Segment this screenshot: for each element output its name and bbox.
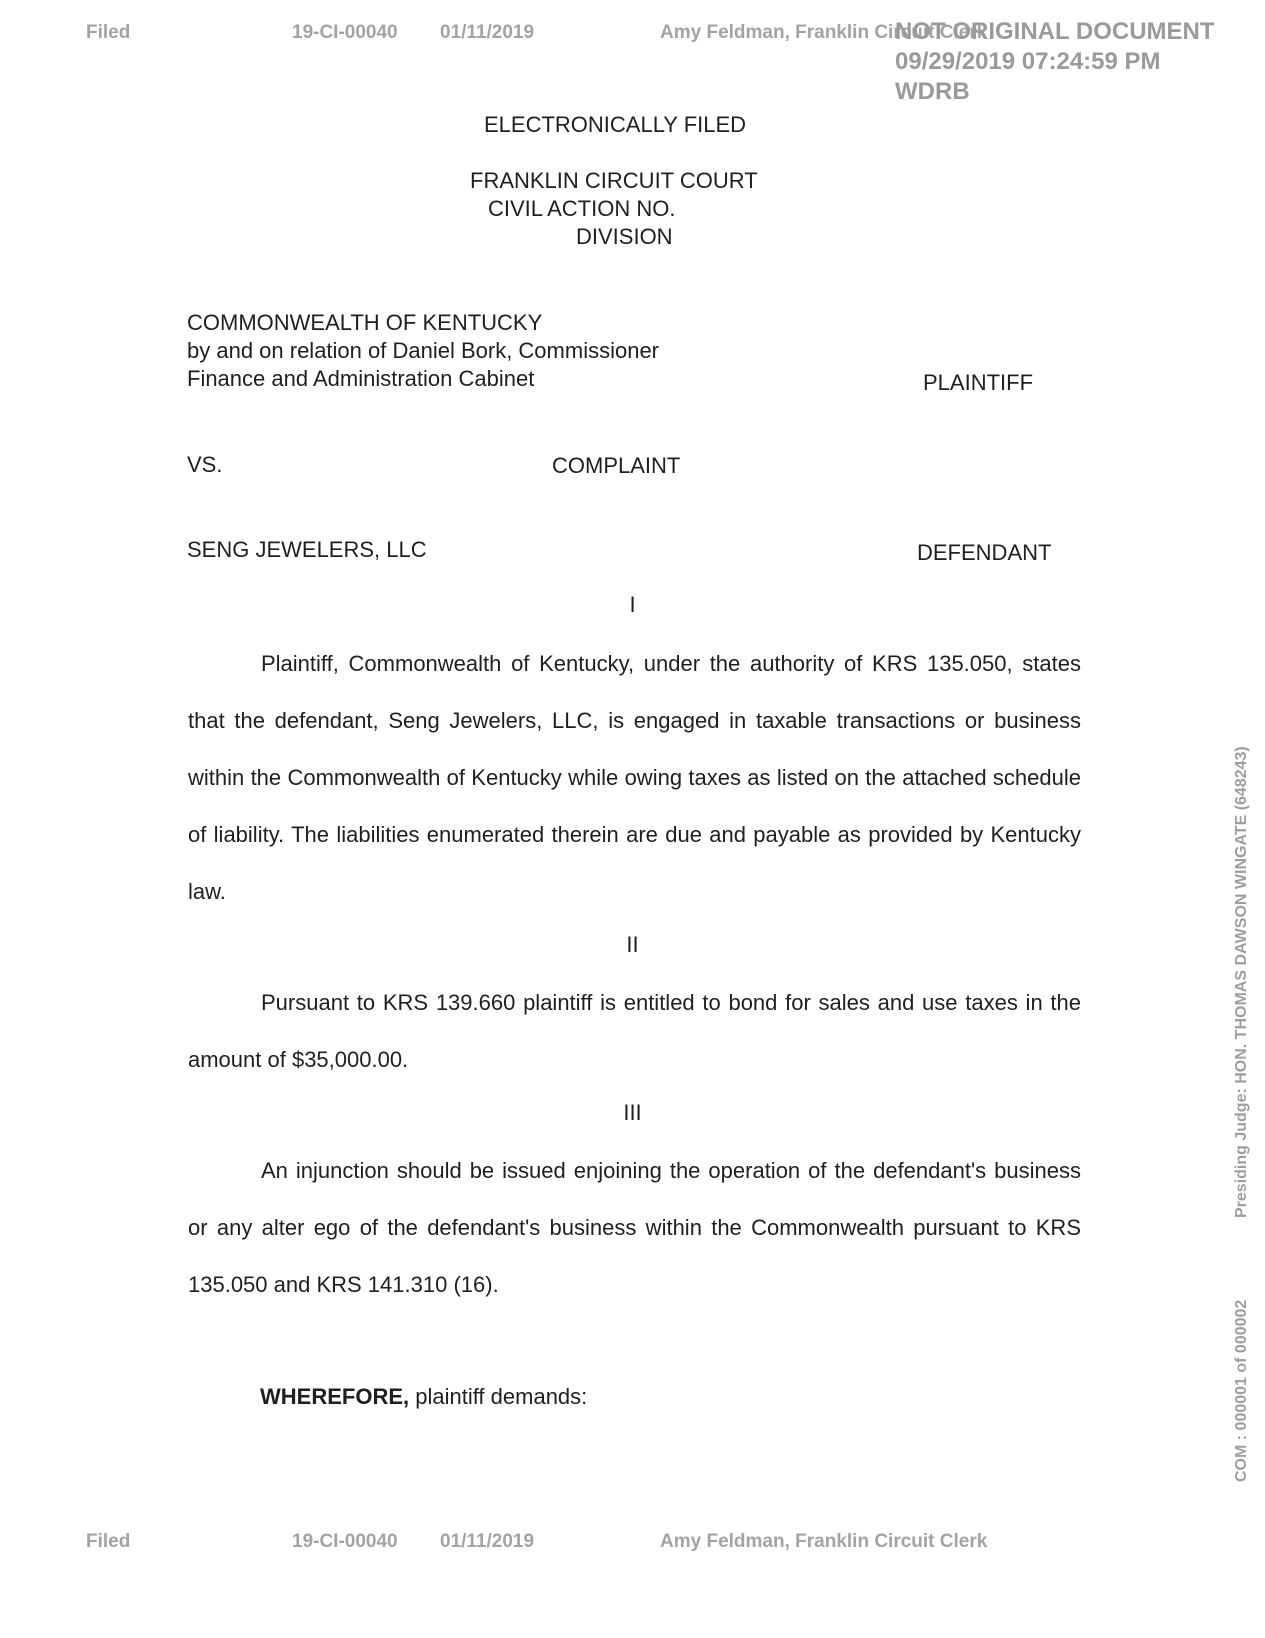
header-filed-label: Filed bbox=[86, 22, 131, 43]
section-paragraph-1 bbox=[188, 635, 1081, 920]
watermark-timestamp: 09/29/2019 07:24:59 PM bbox=[895, 48, 1161, 75]
section-text-3: An injunction should be issued enjoining the operation of the defendant's business or any alter ego of the defendant's business within the Commonwealth pursuant to KRS 135.050 and KRS 141.310 (16). bbox=[188, 1158, 1081, 1297]
wherefore-bold: WHEREFORE, bbox=[260, 1384, 410, 1409]
division-label: DIVISION bbox=[576, 224, 673, 249]
watermark-line-1: NOT ORIGINAL DOCUMENT bbox=[895, 18, 1215, 45]
defendant-name: SENG JEWELERS, LLC bbox=[187, 537, 427, 562]
plaintiff-cabinet: Finance and Administration Cabinet bbox=[187, 366, 535, 391]
page-count-stamp: COM : 000001 of 000002 bbox=[1233, 1299, 1250, 1482]
presiding-judge-stamp: Presiding Judge: HON. THOMAS DAWSON WINGATE (648243) bbox=[1233, 746, 1250, 1218]
header-case-number: 19-CI-00040 bbox=[292, 22, 398, 43]
plaintiff-label: PLAINTIFF bbox=[923, 370, 1034, 395]
footer-filed-date: 01/11/2019 bbox=[440, 1531, 535, 1552]
section-paragraph-3 bbox=[188, 1142, 1081, 1313]
plaintiff-name: COMMONWEALTH OF KENTUCKY bbox=[187, 310, 543, 335]
versus-label: VS. bbox=[187, 452, 223, 477]
section-paragraph-2 bbox=[188, 974, 1081, 1088]
section-numeral-3: III bbox=[623, 1100, 642, 1125]
header-clerk: Amy Feldman, Franklin Circuit Clerk bbox=[660, 22, 988, 43]
footer-case-number: 19-CI-00040 bbox=[292, 1531, 398, 1552]
court-name: FRANKLIN CIRCUIT COURT bbox=[470, 168, 758, 193]
section-text-1: Plaintiff, Commonwealth of Kentucky, under the authority of KRS 135.050, states that the defendant, Seng Jewelers, LLC, is engaged in taxable transactions or business within the Commonwealth of Kentucky while owing taxes as listed on the attached schedule of liability. The liabilities enumerated therein are due and payable as provided by Kentucky law. bbox=[188, 651, 1081, 904]
section-numeral-2: II bbox=[626, 932, 639, 957]
section-numeral-1: I bbox=[629, 592, 636, 617]
footer-filed-label: Filed bbox=[86, 1531, 131, 1552]
section-text-2: Pursuant to KRS 139.660 plaintiff is entitled to bond for sales and use taxes in the amount of $35,000.00. bbox=[188, 990, 1081, 1072]
watermark-source: WDRB bbox=[895, 78, 970, 105]
electronically-filed-heading: ELECTRONICALLY FILED bbox=[484, 112, 747, 137]
footer-clerk: Amy Feldman, Franklin Circuit Clerk bbox=[660, 1531, 988, 1552]
document-title: COMPLAINT bbox=[552, 453, 681, 478]
header-filed-date: 01/11/2019 bbox=[440, 22, 535, 43]
wherefore-clause bbox=[260, 1384, 587, 1410]
plaintiff-relation: by and on relation of Daniel Bork, Commissioner bbox=[187, 338, 660, 363]
defendant-label: DEFENDANT bbox=[917, 540, 1052, 565]
civil-action-number: CIVIL ACTION NO. bbox=[488, 196, 676, 221]
wherefore-text: plaintiff demands: bbox=[409, 1384, 588, 1409]
